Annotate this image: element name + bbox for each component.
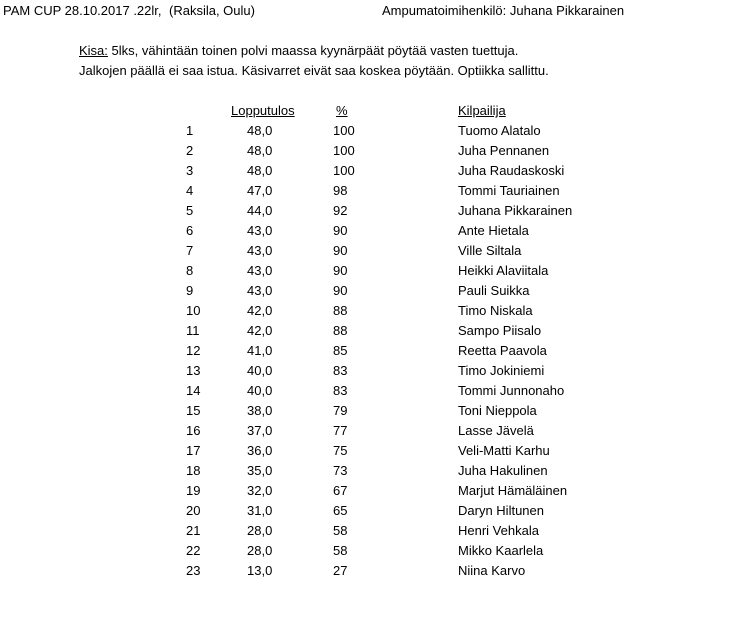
table-row xyxy=(0,243,738,263)
competitor-name: Heikki Alaviitala xyxy=(458,263,549,278)
percent-cell: 79 xyxy=(333,403,348,418)
table-row xyxy=(0,443,738,463)
percent-cell: 77 xyxy=(333,423,348,438)
rank-cell: 14 xyxy=(186,383,201,398)
competitor-name: Tommi Tauriainen xyxy=(458,183,560,198)
rank-cell: 2 xyxy=(186,143,194,158)
score-cell: 42,0 xyxy=(247,303,273,318)
score-cell: 36,0 xyxy=(247,443,273,458)
score-cell: 43,0 xyxy=(247,263,273,278)
competitor-name: Juha Hakulinen xyxy=(458,463,548,478)
table-row xyxy=(0,463,738,483)
score-cell: 43,0 xyxy=(247,243,273,258)
rank-cell: 18 xyxy=(186,463,201,478)
percent-cell: 83 xyxy=(333,383,348,398)
table-row xyxy=(0,143,738,163)
score-cell: 43,0 xyxy=(247,283,273,298)
score-cell: 40,0 xyxy=(247,383,273,398)
score-cell: 48,0 xyxy=(247,123,273,138)
rank-cell: 15 xyxy=(186,403,201,418)
competitor-name: Tuomo Alatalo xyxy=(458,123,541,138)
rank-cell: 5 xyxy=(186,203,194,218)
competitor-name: Pauli Suikka xyxy=(458,283,530,298)
competitor-name: Henri Vehkala xyxy=(458,523,539,538)
rank-cell: 23 xyxy=(186,563,201,578)
competitor-name: Niina Karvo xyxy=(458,563,526,578)
table-row xyxy=(0,523,738,543)
percent-cell: 58 xyxy=(333,543,348,558)
competitor-name: Lasse Jävelä xyxy=(458,423,534,438)
rank-cell: 16 xyxy=(186,423,201,438)
table-row xyxy=(0,223,738,243)
table-row xyxy=(0,543,738,563)
rank-cell: 10 xyxy=(186,303,201,318)
table-row xyxy=(0,423,738,443)
rank-cell: 9 xyxy=(186,283,194,298)
percent-cell: 100 xyxy=(333,143,355,158)
competitor-name: Mikko Kaarlela xyxy=(458,543,544,558)
table-row xyxy=(0,563,738,583)
rules-line-2: Jalkojen päällä ei saa istua. Käsivarret eivät saa koskea pöytään. Optiikka sallittu. xyxy=(79,63,549,78)
competitor-name: Daryn Hiltunen xyxy=(458,503,544,518)
percent-cell: 67 xyxy=(333,483,348,498)
percent-cell: 92 xyxy=(333,203,348,218)
rank-cell: 1 xyxy=(186,123,194,138)
competitor-name: Juha Raudaskoski xyxy=(458,163,565,178)
competitor-name: Tommi Junnonaho xyxy=(458,383,565,398)
table-row xyxy=(0,303,738,323)
competitor-name: Veli-Matti Karhu xyxy=(458,443,550,458)
score-cell: 41,0 xyxy=(247,343,273,358)
score-cell: 42,0 xyxy=(247,323,273,338)
table-row xyxy=(0,343,738,363)
competitor-name: Toni Nieppola xyxy=(458,403,537,418)
score-cell: 38,0 xyxy=(247,403,273,418)
rank-cell: 21 xyxy=(186,523,201,538)
percent-cell: 27 xyxy=(333,563,348,578)
percent-cell: 88 xyxy=(333,303,348,318)
table-row xyxy=(0,283,738,303)
table-row xyxy=(0,503,738,523)
range-officer: Ampumatoimihenkilö: Juhana Pikkarainen xyxy=(382,3,625,18)
competitor-name: Sampo Piisalo xyxy=(458,323,542,338)
percent-cell: 100 xyxy=(333,123,355,138)
table-row xyxy=(0,323,738,343)
table-row xyxy=(0,203,738,223)
percent-cell: 90 xyxy=(333,283,348,298)
score-cell: 44,0 xyxy=(247,203,273,218)
score-cell: 47,0 xyxy=(247,183,273,198)
percent-cell: 75 xyxy=(333,443,348,458)
percent-cell: 98 xyxy=(333,183,348,198)
score-cell: 28,0 xyxy=(247,543,273,558)
header-score: Lopputulos xyxy=(231,103,295,118)
percent-cell: 58 xyxy=(333,523,348,538)
rank-cell: 6 xyxy=(186,223,194,238)
table-row xyxy=(0,363,738,383)
score-cell: 31,0 xyxy=(247,503,273,518)
table-row xyxy=(0,163,738,183)
percent-cell: 90 xyxy=(333,223,348,238)
table-row xyxy=(0,383,738,403)
rank-cell: 12 xyxy=(186,343,201,358)
header-percent: % xyxy=(336,103,348,118)
score-cell: 43,0 xyxy=(247,223,273,238)
table-row xyxy=(0,183,738,203)
percent-cell: 73 xyxy=(333,463,348,478)
score-cell: 35,0 xyxy=(247,463,273,478)
rules-label: Kisa: xyxy=(79,43,108,58)
percent-cell: 100 xyxy=(333,163,355,178)
score-cell: 13,0 xyxy=(247,563,273,578)
percent-cell: 83 xyxy=(333,363,348,378)
competitor-name: Ante Hietala xyxy=(458,223,529,238)
table-row xyxy=(0,403,738,423)
event-location: (Raksila, Oulu) xyxy=(169,3,255,18)
competitor-name: Reetta Paavola xyxy=(458,343,547,358)
score-cell: 40,0 xyxy=(247,363,273,378)
percent-cell: 85 xyxy=(333,343,348,358)
competitor-name: Ville Siltala xyxy=(458,243,522,258)
percent-cell: 88 xyxy=(333,323,348,338)
competitor-name: Juha Pennanen xyxy=(458,143,550,158)
competitor-name: Timo Jokiniemi xyxy=(458,363,545,378)
score-cell: 28,0 xyxy=(247,523,273,538)
score-cell: 37,0 xyxy=(247,423,273,438)
rank-cell: 17 xyxy=(186,443,201,458)
event-title: PAM CUP 28.10.2017 .22lr, xyxy=(3,3,162,18)
percent-cell: 90 xyxy=(333,243,348,258)
rank-cell: 20 xyxy=(186,503,201,518)
rank-cell: 11 xyxy=(186,323,200,338)
table-row xyxy=(0,123,738,143)
percent-cell: 90 xyxy=(333,263,348,278)
rank-cell: 13 xyxy=(186,363,201,378)
rank-cell: 3 xyxy=(186,163,194,178)
competitor-name: Juhana Pikkarainen xyxy=(458,203,573,218)
header-competitor: Kilpailija xyxy=(458,103,506,118)
table-row xyxy=(0,483,738,503)
score-cell: 48,0 xyxy=(247,143,273,158)
rules-text-1: 5lks, vähintään toinen polvi maassa kyynärpäät pöytää vasten tuettuja. xyxy=(107,43,519,58)
table-row xyxy=(0,263,738,283)
rank-cell: 22 xyxy=(186,543,201,558)
score-cell: 48,0 xyxy=(247,163,273,178)
rank-cell: 8 xyxy=(186,263,194,278)
rank-cell: 4 xyxy=(186,183,194,198)
rank-cell: 19 xyxy=(186,483,201,498)
score-cell: 32,0 xyxy=(247,483,273,498)
competitor-name: Marjut Hämäläinen xyxy=(458,483,568,498)
competitor-name: Timo Niskala xyxy=(458,303,533,318)
rank-cell: 7 xyxy=(186,243,194,258)
percent-cell: 65 xyxy=(333,503,348,518)
